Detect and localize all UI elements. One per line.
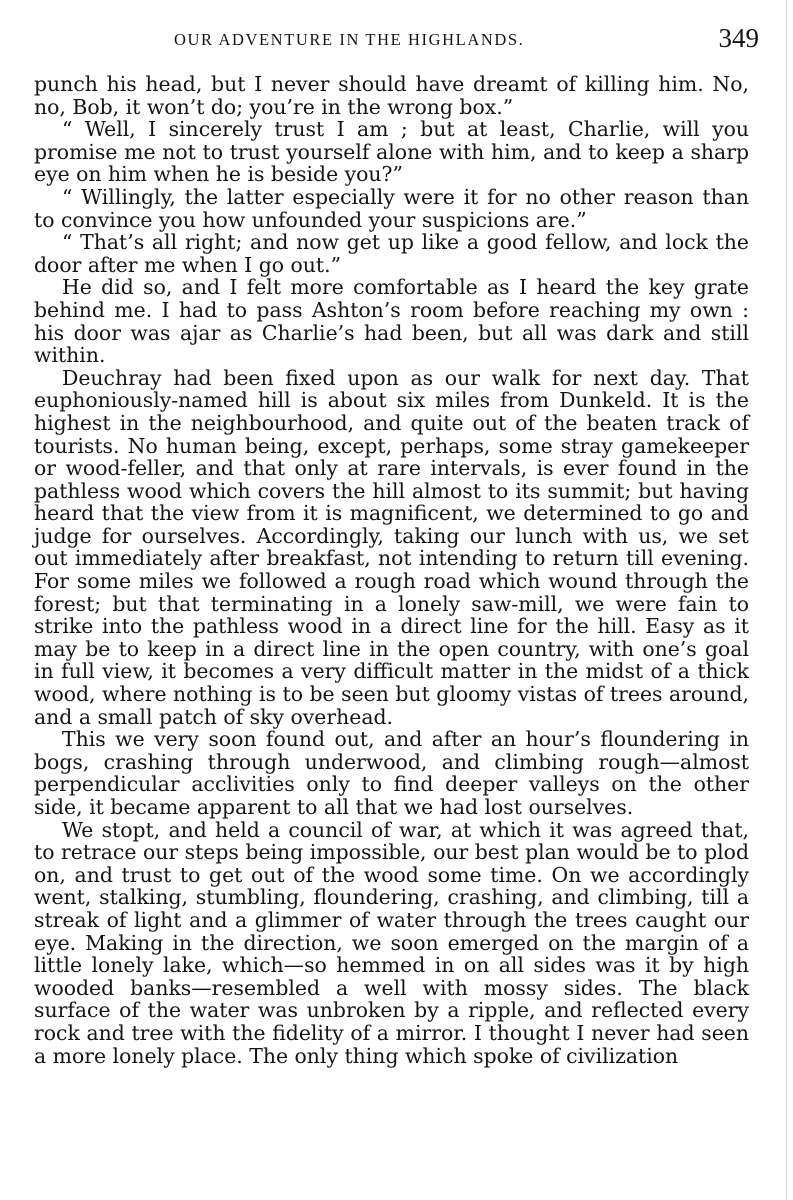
paragraph: “ That’s all right; and now get up like a good fellow, and lock the door after me when I go out.” [34, 230, 749, 277]
paragraph: “ Willingly, the latter especially were it for no other reason than to convince you how unfounded your suspicions are.” [34, 184, 749, 232]
paragraph-continued: punch his head, but I never should have dreamt of killing him. No, no, Bob, it won’t do; you’re in the wrong box.” [34, 72, 749, 119]
paragraph: We stopt, and held a council of war, at which it was agreed that, to retrace our steps being impossible, our best plan would be to plod on, and trust to get out of the wood some time. On we accordingly went, stalking, stumbling, floundering, crashing, and climbing, till a streak of light and a glimmer of water through the trees caught our eye. Making in the direction, we soon emerged on the margin of a little lonely lake, which—so hemmed in on all sides was it by high wooded banks—resembled a well with mossy sides. The black surface of the water was unbroken by a ripple, and reflected every rock and tree with the fidelity of a mirror. I thought I never had seen a more lonely place. The only thing which spoke of civilization [34, 817, 749, 1068]
paragraph: This we very soon found out, and after an hour’s floundering in bogs, crashing through underwood, and climbing rough—almost perpendicular acclivities only to find deeper valleys on the other side, it became apparent to all that we had lost ourselves. [34, 727, 749, 819]
paragraph: “ Well, I sincerely trust I am ; but at least, Charlie, will you promise me not to trust yourself alone with him, and to keep a sharp eye on him when he is beside you?” [34, 117, 749, 187]
page-number: 349 [718, 23, 759, 53]
paragraph: Deuchray had been fixed upon as our walk for next day. That euphoniously-named hill is about six miles from Dunkeld. It is the highest in the neighbourhood, and quite out of the beaten track of tourists. No human being, except, perhaps, some stray gamekeeper or wood-feller, and that only at rare intervals, is ever found in the pathless wood which covers the hill almost to its summit; but having heard that the view from it is magnificent, we determined to go and judge for ourselves. Accordingly, taking our lunch with us, we set out immediately after breakfast, not intending to return till evening. For some miles we followed a rough road which wound through the forest; but that terminating in a lonely saw-mill, we were fain to strike into the pathless wood in a direct line for the hill. Easy as it may be to keep in a direct line in the open country, with one’s goal in full view, it becomes a very difficult matter in the midst of a thick wood, where nothing is to be seen but gloomy vistas of trees around, and a small patch of sky overhead. [34, 365, 749, 729]
running-head: OUR ADVENTURE IN THE HIGHLANDS. [174, 30, 525, 49]
body-text [34, 73, 749, 1067]
paragraph: He did so, and I felt more comfortable as I heard the key grate behind me. I had to pass Ashton’s room before reaching my own : his door was ajar as Charlie’s had been, but all was dark and still within. [34, 275, 749, 368]
page-edge-rule [786, 0, 787, 1200]
page-header [34, 23, 759, 58]
